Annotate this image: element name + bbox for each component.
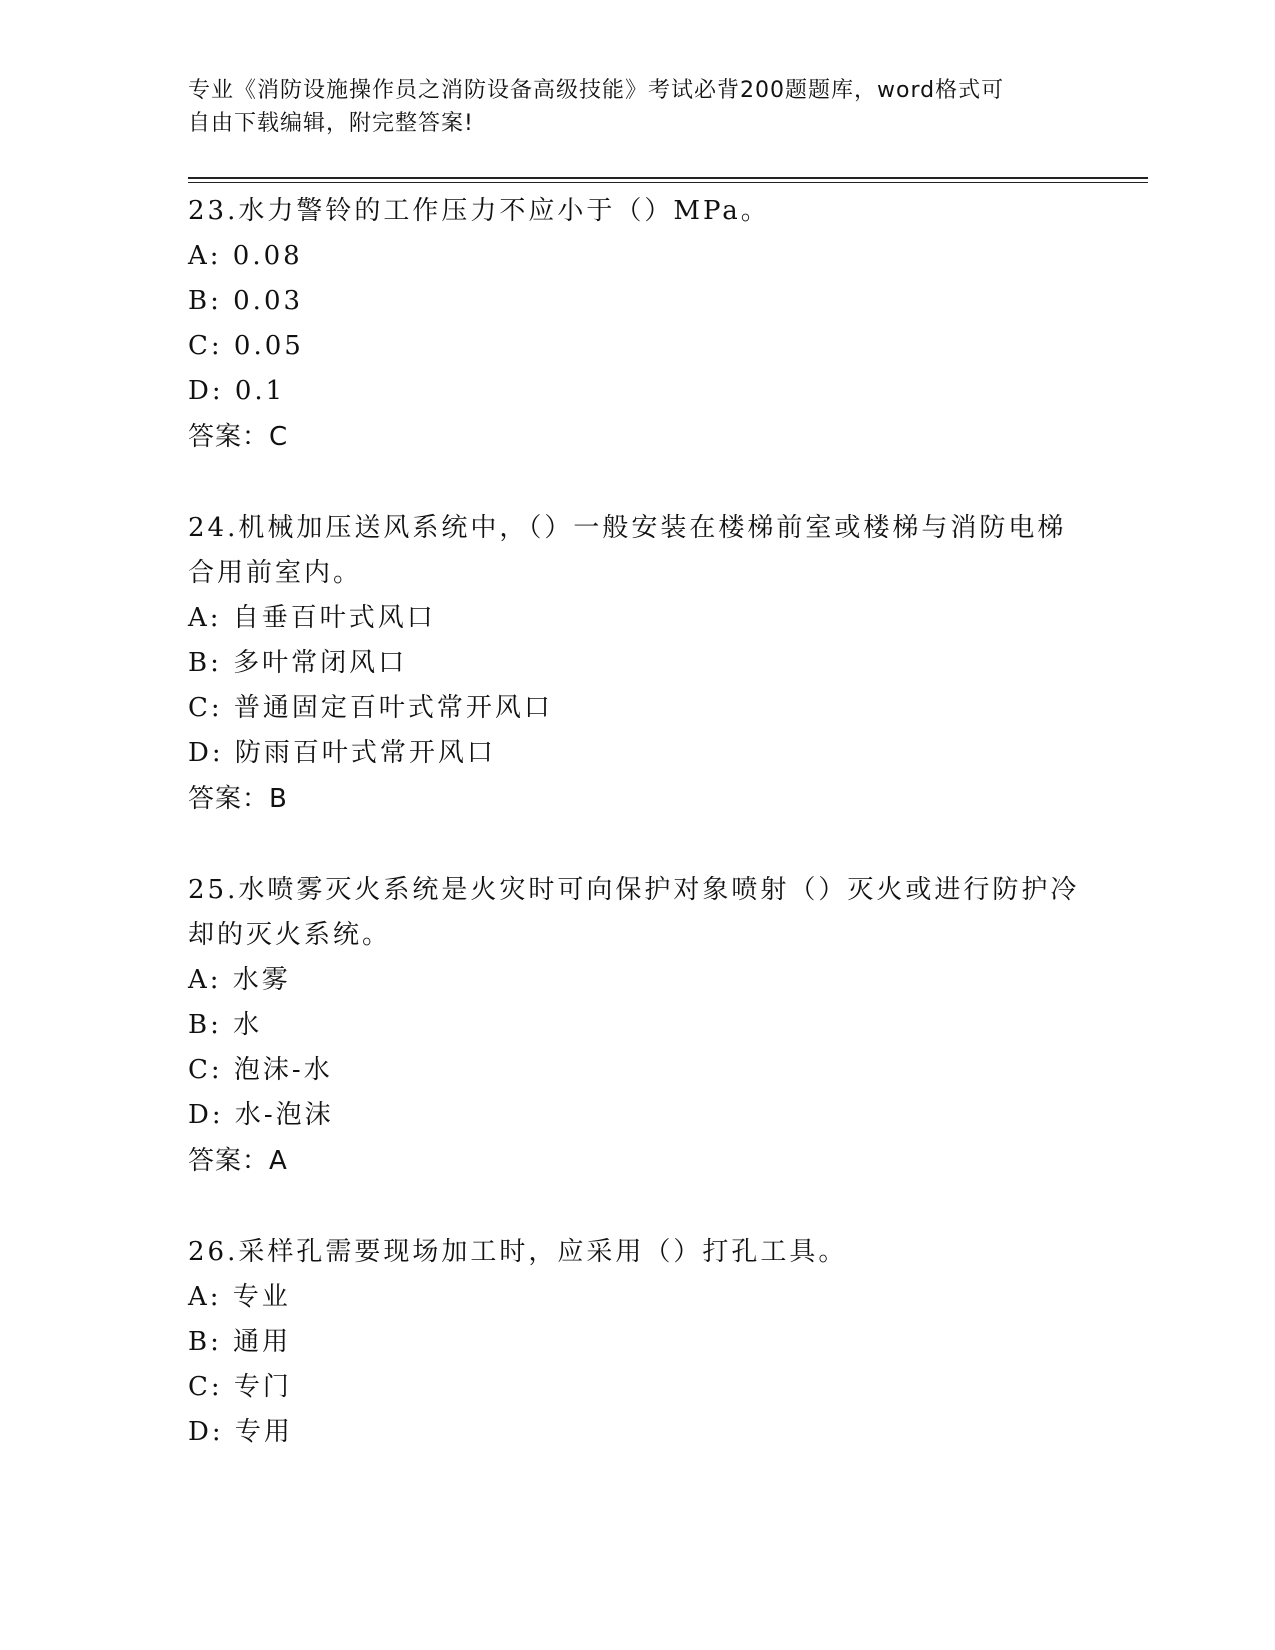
answer-line: 答案：B: [188, 784, 288, 814]
option-c: C: 泡沫-水: [188, 1055, 333, 1085]
question-stem: 24.机械加压送风系统中，（）一般安装在楼梯前室或楼梯与消防电梯: [188, 513, 1067, 543]
header-divider-thin: [188, 182, 1148, 183]
answer-line: 答案：A: [188, 1146, 288, 1176]
option-b: B: 通用: [188, 1327, 292, 1357]
option-d: D: 水-泡沫: [188, 1100, 334, 1130]
header-line-2: 自由下载编辑，附完整答案!: [188, 111, 474, 136]
question-26: [188, 1230, 1088, 1455]
question-stem-continued: 却的灭火系统。: [188, 920, 392, 950]
option-a: A: 水雾: [188, 965, 291, 995]
question-25: [188, 868, 1088, 1184]
answer-line: 答案：C: [188, 422, 289, 452]
document-header: [188, 74, 1068, 140]
question-stem: 26.采样孔需要现场加工时，应采用（）打孔工具。: [188, 1237, 848, 1267]
option-a: A: 0.08: [188, 241, 303, 271]
question-stem-continued: 合用前室内。: [188, 558, 363, 588]
question-list: [188, 189, 1088, 1501]
question-24: [188, 506, 1088, 822]
question-stem: 23.水力警铃的工作压力不应小于（）MPa。: [188, 196, 770, 226]
header-line-1: 专业《消防设施操作员之消防设备高级技能》考试必背200题题库，word格式可: [188, 78, 1005, 103]
option-b: B: 水: [188, 1010, 263, 1040]
header-divider-thick: [188, 177, 1148, 179]
option-d: D: 防雨百叶式常开风口: [188, 738, 496, 768]
option-b: B: 多叶常闭风口: [188, 648, 408, 678]
option-a: A: 自垂百叶式风口: [188, 603, 436, 633]
option-c: C: 普通固定百叶式常开风口: [188, 693, 553, 723]
option-c: C: 专门: [188, 1372, 292, 1402]
option-c: C: 0.05: [188, 331, 304, 361]
option-d: D: 0.1: [188, 376, 286, 406]
option-a: A: 专业: [188, 1282, 291, 1312]
question-23: [188, 189, 1088, 460]
question-stem: 25.水喷雾灭火系统是火灾时可向保护对象喷射（）灭火或进行防护冷: [188, 875, 1080, 905]
option-d: D: 专用: [188, 1417, 293, 1447]
option-b: B: 0.03: [188, 286, 304, 316]
